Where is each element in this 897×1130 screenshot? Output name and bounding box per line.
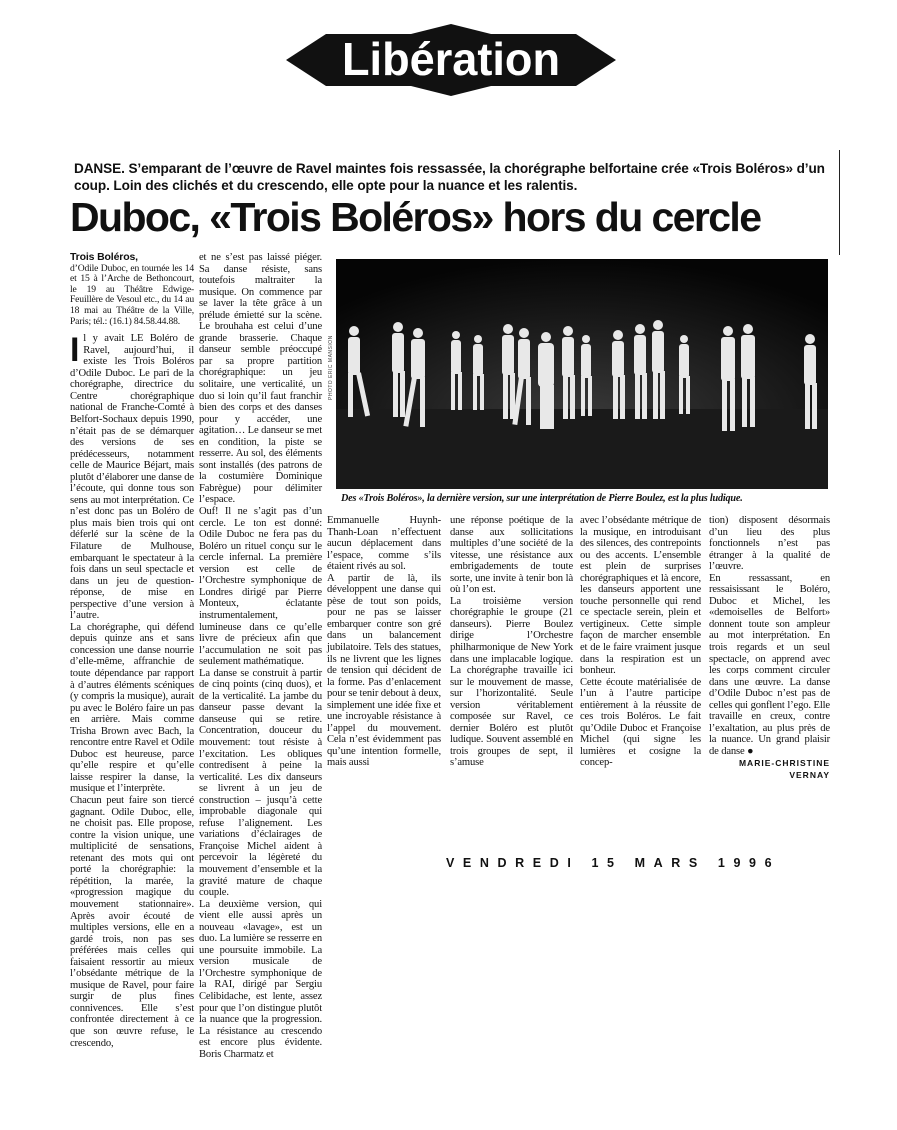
column-6: [709, 515, 830, 781]
col3-p1: Emmanuelle Huynh-Thanh-Loan n’effectuent aucun déplacement dans l’espace, comme s’ils étaient rivés au sol.: [327, 515, 441, 573]
article-headline: Duboc, «Trois Boléros» hors du cercle: [70, 194, 761, 240]
col2-p1: et ne s’est pas laissé piéger. Sa danse résiste, sans toutefois maltraiter la musique. On commence par se laver la tête grâce à un prélude émietté sur la scène. Le brouhaha est celui d’une grande brasserie. Chaque danseur semble préoccupé par sa propre partition chorégraphique: un jeu solitaire, une verticalité, un duo si loin qu’il faut franchir bien des corps et des danses pour y accéder, une agitation… Le danseur se met en condition, la piste se resserre. Au sol, des éléments sont installés (des patrons de la costumière Dominique Fabrègue) pour délimiter l’espace.: [199, 252, 322, 506]
author-byline: MARIE-CHRISTINE VERNAY: [738, 758, 830, 781]
header-rule: [839, 150, 840, 255]
liberation-logo: [286, 22, 616, 98]
col6-p1: tion) disposent désormais d’un lieu des plus fonctionnels n’est pas étranger à la qualité de l’œuvre.: [709, 515, 830, 573]
col6-p2: En ressassant, en ressaisissant le Boléro, Duboc et Michel, les «demoiselles de Belfort» donnent toute son ampleur au mot interprétation. En trois regards et un seul spectacle, on apprend avec les corps comment circuler dans une œuvre. La danse d’Odile Duboc n’est pas de celles qui gonflent l’ego. Elle travaille en creux, contre l’exaltation, au plus près de la nuance. Un grand plaisir de danse ●: [709, 572, 830, 757]
col1-p1: l y avait LE Boléro de Ravel, aujourd’hui, il existe les Trois Boléros d’Odile Duboc. Le pari de la chorégraphe, directrice du Centre chorégraphique national de Franche-Comté à Belfort-Sochaux depuis 1990, n’était pas de se démarquer des versions de ses prédécesseurs, notamment celle de Maurice Béjart, mais plutôt d’élaborer une danse de l’écoute, qui donne tous son sens au mot interprétation. Ce n’est donc pas un Boléro de plus mais bien trois qui ont déferlé sur la scène de la Filature de Mulhouse, embarquant le spectateur à la fois dans un seul spectacle et dans un jeu de question-réponse, de mise en perspective d’une version à l’autre.: [70, 333, 194, 622]
col1-p3: Chacun peut faire son tiercé gagnant. Odile Duboc, elle, ne choisit pas. Elle propose, contre la vision unique, une multiplicité de sensations, retenant des mots qui ont porté la chorégraphie: la répétition, la marée, la «progression magique du mouvement stationnaire». Après avoir écouté de multiples versions, elle en a gardé trois, non pas ses préférées mais celles qui faisaient ressortir au mieux l’obsédante métrique de la musique de Ravel, pour faire surgir de plus fines connivences. Elle s’est confrontée directement à ce que son œuvre refuse, le crescendo,: [70, 795, 194, 1049]
col1-p2: La chorégraphe, qui défend depuis quinze ans et sans concession une danse nourrie d’elle-même, affranchie de toute dépendance par rapport à d’autres éléments scéniques (y compris la musique), aurait pu avec le Boléro faire un pas en arrière. Mais comme Trisha Brown avec Bach, la rencontre entre Ravel et Odile Duboc est heureuse, parce qu’elle respire et qu’elle laisse respirer la danse, la musique et l’interprète.: [70, 621, 194, 795]
logo-text: Libération: [342, 33, 560, 85]
col5-p1: avec l’obsédante métrique de la musique, en introduisant des silences, des contrepoints ou des accents. L’ensemble est plein de surprises chorégraphiques et là encore, les danseurs apportent une touche personnelle qui rend ce spectacle serein, plein et vertigineux. Cette simple façon de marcher ensemble et de le faire vraiment jusque dans la respiration est un bonheur.: [580, 515, 701, 677]
logo-graphic: [286, 22, 616, 98]
column-2: [199, 252, 322, 1060]
col2-p2: Ouf! Il ne s’agit pas d’un cercle. Le ton est donné: Odile Duboc ne fera pas du Boléro un rituel conçu sur le cercle infernal. La première version est celle de l’Orchestre symphonique de Londres dirigé par Pierre Monteux, éclatante instrumentalement, lumineuse dans ce qu’elle livre de précieux afin que l’accumulation ne soit pas seulement mathématique.: [199, 506, 322, 668]
photo-credit: PHOTO ERIC MANSION: [328, 335, 334, 400]
issue-date: VENDREDI 15 MARS 1996: [446, 856, 781, 870]
photo-caption: Des «Trois Boléros», la dernière version, sur une interprétation de Pierre Boulez, est la plus ludique.: [341, 493, 743, 504]
infobox-title: Trois Boléros,: [70, 251, 138, 263]
column-4: [450, 515, 573, 769]
dropcap: I: [70, 331, 80, 370]
col5-p2: Cette écoute matérialisée de l’un à l’autre participe entièrement à la réussite de ces trois Boléros. Le fait qu’Odile Duboc et Françoise Michel (qui signe les lumières et cosigne la concep-: [580, 676, 701, 769]
col4-p1: une réponse poétique de la danse aux sollicitations multiples d’une société de la vitesse, une résistance aux embrigadements de toute sorte, une invite à tenir bon là où l’on est.: [450, 515, 573, 596]
col2-p3: La danse se construit à partir de cinq points (cinq duos), et de la verticalité. La jambe du danseur passe devant la danseuse qui se retire. Concentration, douceur du mouvement: tout résiste à l’excitation. Les obliques contredisent à peine la verticalité. Les dix danseurs se livrent à un jeu de construction – jusqu’à cette improbable diagonale qui refuse l’alignement. Les variations d’éclairages de Françoise Michel aident à percevoir la légèreté du mouvement d’ensemble et la gravité mature de chaque couple.: [199, 667, 322, 899]
infobox-body: d’Odile Duboc, en tournée les 14 et 15 à l’Arche de Bethoncourt, le 19 au Théâtre Edwige-Feuillère de Vesoul etc., du 14 au 18 mai au Théâtre de la Ville, Paris; tél.: (16.1) 84.58.44.88.: [70, 262, 194, 327]
column-1: [70, 252, 194, 1049]
infobox: [70, 252, 194, 327]
col2-p4: La deuxième version, qui vient elle aussi après un nouveau «lavage», est un duo. La lumière se resserre en une poursuite immobile. La version musicale de l’Orchestre symphonique de la RAI, dirigé par Sergiu Celibidache, est lente, assez pour que l’on distingue plutôt la nuance que la progression. La résistance au crescendo est encore plus évidente. Boris Charmatz et: [199, 898, 322, 1060]
column-3: [327, 515, 441, 769]
col3-p2: A partir de là, ils développent une danse qui pèse de tout son poids, pour ne pas se laisser embarquer contre son gré dans un balancement jubilatoire. Tels des statues, ils ne livrent que les lignes de tension qui décident de la forme. Pas d’enlacement pour se tenir debout à deux, simplement une idée fixe et une incroyable résistance à l’appel du mouvement. Cela n’est évidemment pas qu’une intention formelle, mais aussi: [327, 572, 441, 769]
article-kicker: DANSE. S’emparant de l’œuvre de Ravel maintes fois ressassée, la chorégraphe belfortaine crée «Trois Boléros» d’un coup. Loin des clichés et du crescendo, elle opte pour la nuance et les ralentis.: [74, 161, 825, 193]
column-5: [580, 515, 701, 769]
dance-photo: [336, 259, 828, 489]
photo-graphic: [336, 259, 828, 489]
lead-paragraph: [70, 333, 194, 622]
col4-p2: La troisième version chorégraphie le groupe (21 danseurs). Pierre Boulez dirige l’Orchestre philharmonique de New York dans une implacable logique. La chorégraphe travaille ici sur le mouvement de masse, sur l’horizontalité. Seule version véritablement composée sur Ravel, ce dernier Boléro est plutôt ludique. Souvent assemblé en trois groupes de sept, il s’amuse: [450, 595, 573, 769]
